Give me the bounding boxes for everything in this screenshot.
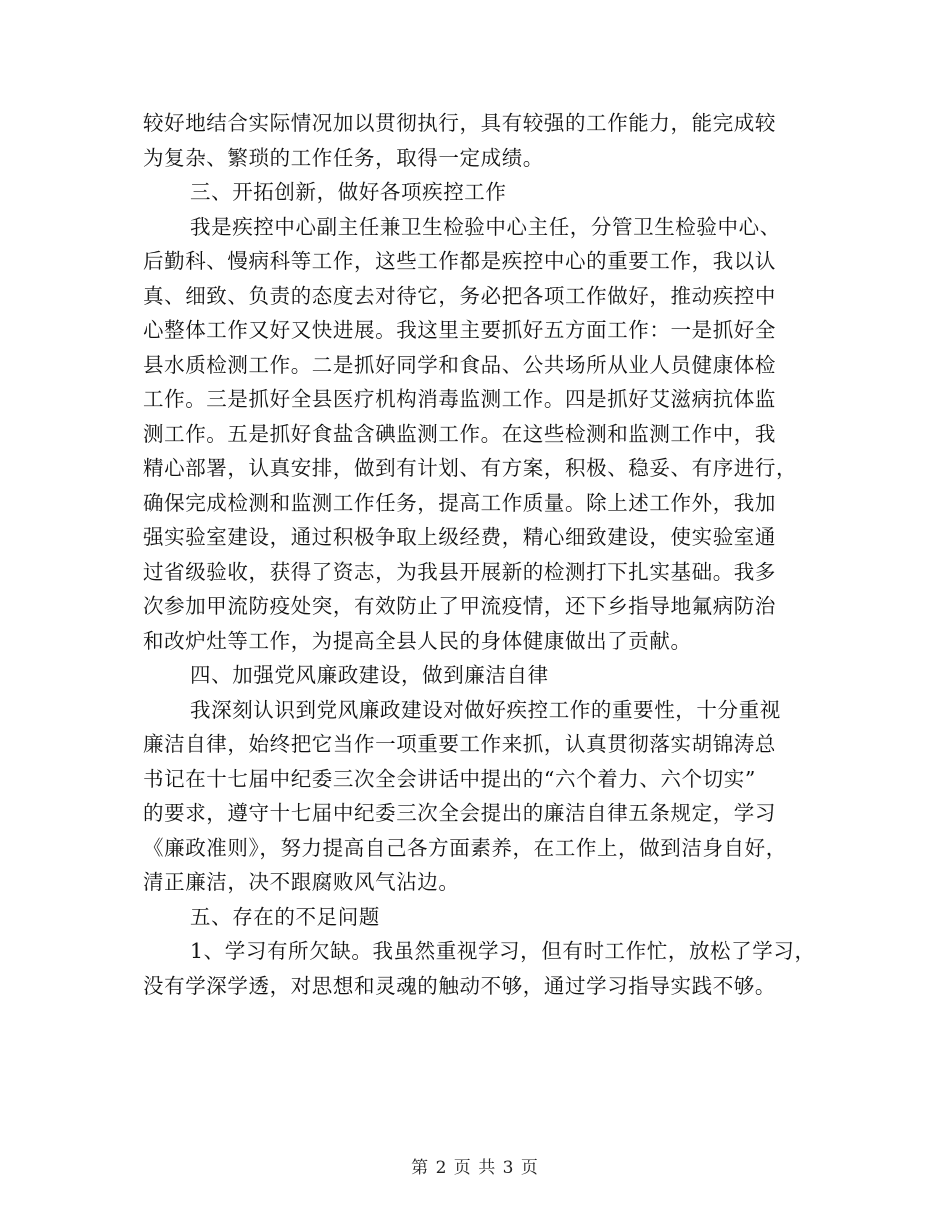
text-line: 清正廉洁，决不跟腐败风气沾边。 [143,870,460,894]
page-number-footer: 第 2 页 共 3 页 [411,1158,539,1178]
text-line: 真、细致、负责的态度去对待它，务必把各项工作做好，推动疾控中 [143,283,776,308]
text-line: 强实验室建设，通过积极争取上级经费，精心细致建设，使实验室通 [143,525,776,549]
document-body [143,106,816,1003]
text-line: 没有学深学透，对思想和灵魂的触动不够，通过学习指导实践不够。 [143,973,776,998]
text-line: 较好地结合实际情况加以贯彻执行，具有较强的工作能力，能完成较 [143,111,776,135]
text-line: 心整体工作又好又快进展。我这里主要抓好五方面工作：一是抓好全 [143,318,776,342]
text-line: 确保完成检测和监测工作任务，提高工作质量。除上述工作外，我加 [143,490,776,515]
text-line: 工作。三是抓好全县医疗机构消毒监测工作。四是抓好艾滋病抗体监 [143,387,776,411]
section-heading: 五、存在的不足问题 [190,904,380,929]
section-heading: 三、开拓创新，做好各项疾控工作 [190,180,507,204]
text-line: 次参加甲流防疫处突，有效防止了甲流疫情，还下乡指导地氟病防治 [143,594,776,618]
text-line: 后勤科、慢病科等工作，这些工作都是疾控中心的重要工作，我以认 [143,249,776,273]
text-line: 和改炉灶等工作，为提高全县人民的身体健康做出了贡献。 [143,628,692,653]
text-line: 书记在十七届中纪委三次全会讲话中提出的“六个着力、六个切实” [143,766,756,791]
text-line: 我是疾控中心副主任兼卫生检验中心主任，分管卫生检验中心、 [190,214,781,239]
text-line: 为复杂、繁琐的工作任务，取得一定成绩。 [143,145,544,170]
text-line: 廉洁自律，始终把它当作一项重要工作来抓，认真贯彻落实胡锦涛总 [143,732,776,756]
text-line: 《廉政准则》，努力提高自己各方面素养，在工作上，做到洁身自好， [143,835,787,860]
text-line: 县水质检测工作。二是抓好同学和食品、公共场所从业人员健康体检 [143,352,776,377]
text-line: 1、学习有所欠缺。我虽然重视学习，但有时工作忙，放松了学习， [190,939,816,963]
text-line: 的要求，遵守十七届中纪委三次全会提出的廉洁自律五条规定，学习 [143,801,776,825]
text-line: 过省级验收，获得了资志，为我县开展新的检测打下扎实基础。我多 [143,559,776,584]
text-line: 精心部署，认真安排，做到有计划、有方案，积极、稳妥、有序进行， [143,456,798,480]
text-line: 测工作。五是抓好食盐含碘监测工作。在这些检测和监测工作中，我 [143,421,776,446]
text-line: 我深刻认识到党风廉政建设对做好疾控工作的重要性，十分重视 [190,697,781,722]
section-heading: 四、加强党风廉政建设，做到廉洁自律 [190,663,549,687]
